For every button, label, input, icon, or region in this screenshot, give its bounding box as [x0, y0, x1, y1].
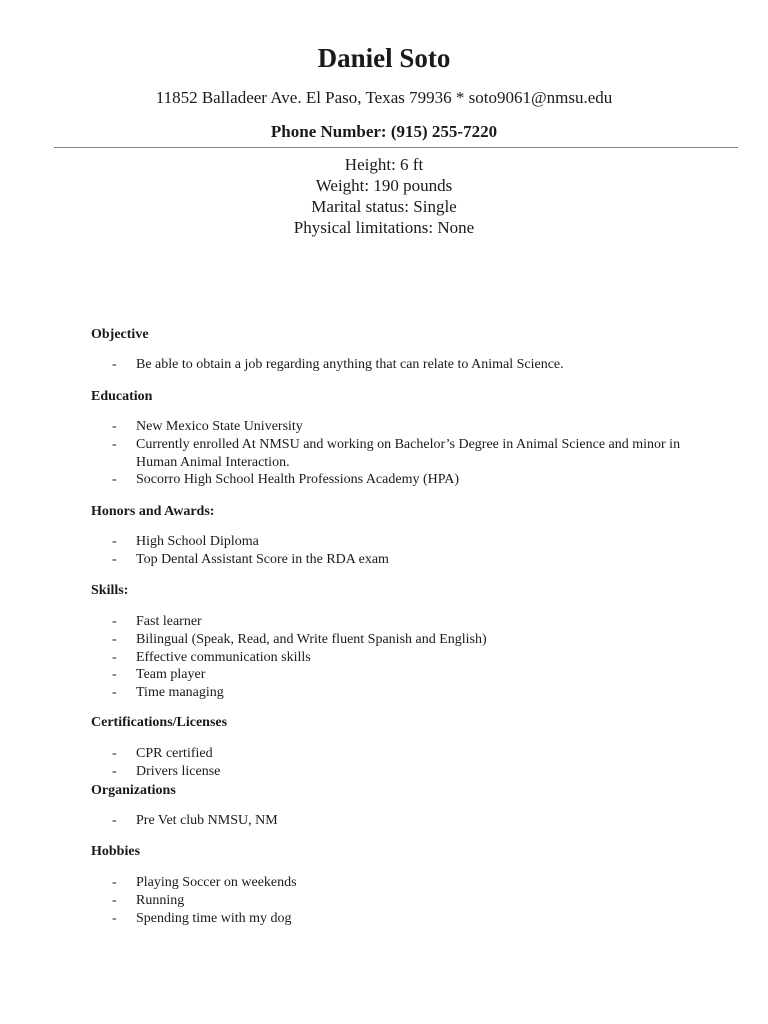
list-item: - Be able to obtain a job regarding anything that can relate to Animal Science. — [112, 357, 564, 372]
bullet-dash: - — [112, 436, 117, 452]
section-heading-organizations: Organizations — [91, 783, 176, 798]
list-item: - CPR certified — [112, 746, 213, 761]
weight-line: Weight: 190 pounds — [315, 176, 453, 195]
bullet-dash: - — [112, 614, 117, 629]
height-line: Height: 6 ft — [344, 155, 424, 174]
bullet-dash: - — [112, 649, 117, 665]
skills-list — [112, 613, 696, 702]
bullet-dash: - — [112, 551, 117, 567]
bullet-dash: - — [112, 419, 117, 434]
bullet-dash: - — [112, 685, 117, 701]
education-list — [112, 418, 696, 489]
marital-status-line: Marital status: Single — [311, 197, 457, 216]
certifications-list — [112, 745, 696, 781]
list-item: - Team player — [112, 667, 206, 683]
list-item: - Fast learner — [112, 614, 202, 629]
list-item: - Socorro High School Health Professions Academy (HPA) — [112, 472, 460, 488]
bullet-dash: - — [112, 472, 117, 488]
header-divider — [54, 147, 738, 148]
organizations-list — [112, 812, 696, 830]
honors-list — [112, 533, 696, 569]
bullet-dash: - — [112, 910, 117, 926]
list-item: - Time managing — [112, 685, 224, 701]
section-heading-honors: Honors and Awards: — [91, 504, 215, 519]
list-item: - Currently enrolled At NMSU and working on Bachelor’s Degree in Animal Science and minor in Human Animal Interaction. — [112, 436, 681, 470]
bullet-dash: - — [112, 813, 117, 828]
objective-list — [112, 356, 696, 374]
resume-name: Daniel Soto — [317, 43, 451, 73]
bullet-dash: - — [112, 892, 117, 908]
physical-limitations-line: Physical limitations: None — [293, 218, 475, 237]
list-item: - Bilingual (Speak, Read, and Write fluent Spanish and English) — [112, 631, 487, 647]
contact-address-email: 11852 Balladeer Ave. El Paso, Texas 79936 * soto9061@nmsu.edu — [155, 88, 613, 107]
list-item: - Effective communication skills — [112, 649, 311, 665]
bullet-dash: - — [112, 746, 117, 761]
bullet-dash: - — [112, 534, 117, 549]
list-item: - Drivers license — [112, 763, 221, 779]
bullet-dash: - — [112, 875, 117, 890]
bullet-dash: - — [112, 357, 117, 372]
section-heading-objective: Objective — [91, 327, 149, 342]
hobbies-list — [112, 874, 696, 927]
list-item: - High School Diploma — [112, 534, 259, 549]
bullet-dash: - — [112, 667, 117, 683]
section-heading-education: Education — [91, 389, 153, 404]
list-item: - Playing Soccer on weekends — [112, 875, 297, 890]
bullet-dash: - — [112, 763, 117, 779]
list-item: - Top Dental Assistant Score in the RDA exam — [112, 551, 389, 567]
contact-phone: Phone Number: (915) 255-7220 — [270, 122, 498, 141]
section-heading-skills: Skills: — [91, 583, 129, 598]
list-item: - Pre Vet club NMSU, NM — [112, 813, 278, 828]
section-heading-hobbies: Hobbies — [91, 844, 141, 859]
list-item: - Running — [112, 892, 185, 908]
list-item: - Spending time with my dog — [112, 910, 292, 926]
list-item: - New Mexico State University — [112, 419, 303, 434]
personal-vitals — [0, 154, 768, 238]
bullet-dash: - — [112, 631, 117, 647]
section-heading-certifications: Certifications/Licenses — [91, 715, 228, 730]
